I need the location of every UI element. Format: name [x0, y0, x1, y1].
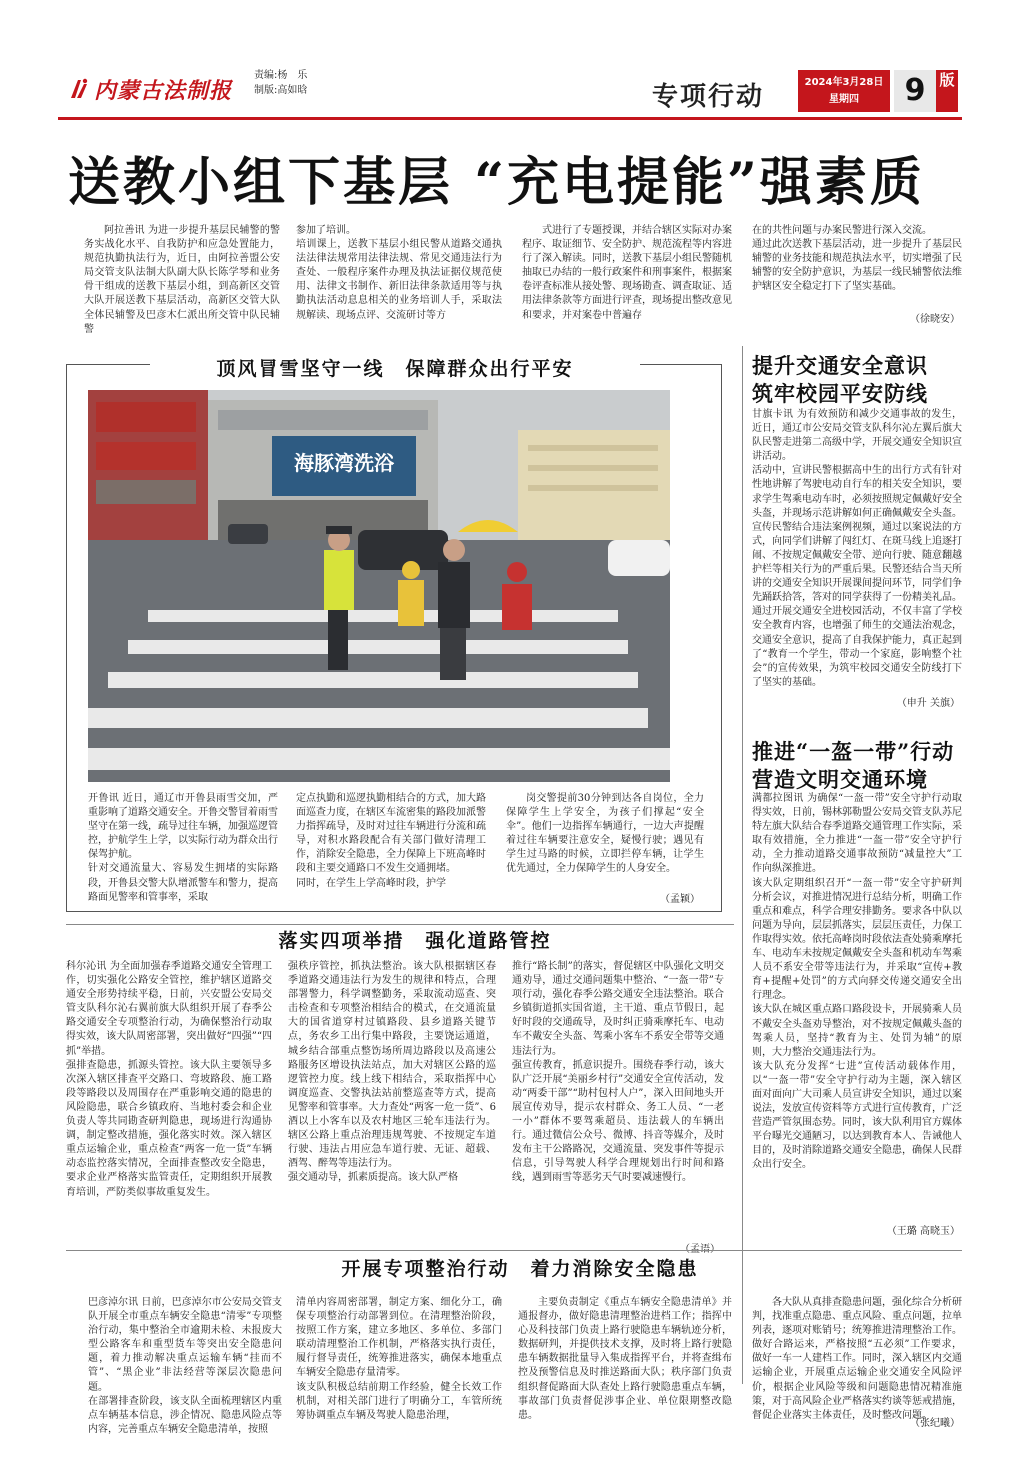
newspaper-logo — [68, 72, 232, 106]
middle-article-col1: 科尔沁讯 为全面加强春季道路交通安全管理工作，切实强化公路安全管控，维护辖区道路交通安全形势持续平稳，日前，兴安盟公安局交管支队科尔沁右翼前旗大队组织开展了春季公路交通安全专项整治行动，为确保整治行动取得实效，该大队周密部署，突出做好“四强”“四抓”举措。 强排查隐患，抓源头管控。该大队主要领导多次深入辖区排查平交路口、弯坡路段、施工路段等路段以及周围存在严重影响交通的隐患的风险隐患，联合乡镇政府、当地村委会和企业负责人等共同勘查研判隐患，现场进行沟通协调，制定整改措施，强化落实时效。深入辖区重点运输企业，重点检查“两客一危一货”车辆动态监控落实情况，全面排查整改安全隐患，要求企业严格落实监管责任，定期组织开展教育培训，严防类似事故重复发生。 — [66, 961, 272, 1198]
section-divider — [66, 924, 734, 925]
paragraph: 主要负责制定《重点车辆安全隐患清单》并通报督办，做好隐患清理整治进档工作；指挥中心及科技部门负责上路行驶隐患车辆轨迹分析，数据研判，并提供技术支撑，及时将上路行驶隐患车辆数据批量导入集成指挥平台，并将查缉布控及预警信息及时推送路面大队；秩序部门负责组织督促路面大队查处上路行驶隐患重点车辆，事故部门负责督促涉事企业、单位限期整改隐患。 — [518, 1297, 732, 1421]
bottom-article-col1: 巴彦淖尔讯 日前，巴彦淖尔市公安局交管支队开展全市重点车辆安全隐患“清零”专项整治行动，集中整治全市逾期未检、未报废大型公路客车和重型货车等突出安全隐患问题，着力推动解决重点运输车辆“挂而不管”、“黑企业”非法经营等深层次隐患问题。 在部署排查阶段，该支队全面梳理辖区内重点车辆基本信息，涉企情况、隐患风险点等内容，完善重点车辆安全隐患清单，按照 — [88, 1297, 282, 1435]
page-number: 9 — [894, 70, 936, 112]
column-divider — [742, 346, 743, 1384]
top-article-col4: 在的共性问题与办案民警进行深入交流。 通过此次送教下基层活动，进一步提升了基层民辅警的业务技能和规范执法水平，切实增强了民辅警的安全防护意识，为基层一线民辅警依法维护辖区安全稳定打下了坚实基础。 — [752, 225, 962, 293]
top-article-col1 — [84, 224, 280, 335]
issue-weekday: 星期四 — [829, 94, 859, 105]
section-title: 专项行动 — [652, 82, 765, 112]
title-line: 营造文明交通环境 — [752, 767, 928, 792]
right-article-2-byline: （王璐 高晓玉） — [886, 1226, 960, 1237]
top-article-col2: 参加了培训。 培训课上，送教下基层小组民警从道路交通执法法律法规常用法律法规、常见交通违法行为查处、一般程序案件办理及执法证据仪规范使用、法律文书制作、新旧法律条款适用等与执勤执法活动息息相关的业务培训人手，采取法规解读、现场点评、交流研讨等方 — [296, 225, 502, 321]
photo-story-col3 — [506, 792, 704, 888]
photo-story-title: 顶风冒雪坚守一线 保障群众出行平安 — [150, 354, 640, 381]
bottom-article-col4 — [752, 1296, 962, 1421]
middle-article-title: 落实四项举措 强化道路管控 — [278, 930, 552, 952]
editor-line: 责编:杨 乐 — [254, 70, 308, 81]
logo-emblem-icon — [68, 76, 90, 102]
bottom-article-col3 — [518, 1296, 732, 1424]
photo-story-col1: 开鲁讯 近日，通辽市开鲁县雨雪交加，严重影响了道路交通安全。开鲁交警冒着雨雪坚守在第一线，疏导过往车辆，加强巡逻管控，护航学生上学，以实际行动为群众出行保驾护航。 针对交通流量大、容易发生拥堵的实际路段，开鲁县交警大队增派警车和警力，提高路面见警率和管事率，采取 — [88, 793, 278, 903]
masthead — [58, 64, 962, 116]
page-suffix: 版 — [936, 70, 958, 112]
right-article-2-title — [752, 738, 962, 794]
logo-text: 内蒙古法制报 — [94, 77, 233, 104]
producer-line: 制版:高如晗 — [254, 85, 308, 96]
news-photo — [88, 390, 670, 782]
middle-article-col2: 强秩序管控，抓执法整治。该大队根据辖区春季道路交通违法行为发生的规律和特点，合理部署警力，科学调整勤务，采取流动巡查、突击检查和专项整治相结合的模式，在交通流量大的国省道穿村过镇路段、县乡道路关键节点，务农乡工出行集中路段，主要饶运通道，城乡结合部重点整饬场所周边路段以及高速公路服务区增设执法站点，加大对辖区公路的巡逻管控力度。线上线下相结合，采取指挥中心调度巡查、交警执法站前整巡查等方式，提高见警率和管事率。大力查处“两客一危一货”、6酒以上小客车以及农村地区三轮车违法行为。辖区公路上重点治理违规驾驶、不按规定车道行驶、违法占用应急车道行驶、无证、超载、酒驾、醉驾等违法行为。 强交通动导，抓素质提高。该大队严格 — [288, 961, 496, 1184]
middle-article-byline — [620, 1240, 720, 1255]
paragraph: 式进行了专题授课，并结合辖区实际对办案程序、取证细节、安全防护、规范流程等内容进行了深入解读。同时，送教下基层小组民警随机抽取已办结的一般行政案件和刑事案件，根据案卷评查标准从接处警、现场勘查、调查取证、适用法律条款等方面进行评查，现场提出整改意见和要求，并对案卷中普遍存 — [522, 225, 732, 321]
bottom-article-col2: 清单内容周密部署，制定方案、细化分工，确保专项整治行动部署到位。在清理整治阶段，按照工作方案，建立多地区、多单位、多部门联动清理整治工作机制，严格落实执行责任，履行督导责任，统筹推进落实，确保本地重点车辆安全隐患存量清零。 该支队积极总结前期工作经验，健全长效工作机制，对相关部门进行了明确分工，车管所统筹协调重点车辆及驾驶人隐患治理， — [296, 1297, 502, 1421]
bottom-article-title: 开展专项整治行动 着力消除安全隐患 — [341, 1258, 699, 1280]
title-line: 筑牢校园平安防线 — [752, 381, 928, 406]
date-box — [798, 70, 890, 112]
editor-credits — [254, 68, 307, 98]
masthead-divider — [58, 117, 962, 120]
photo-story-byline: （孟颖） — [660, 894, 700, 905]
right-article-2-body: 满都拉图讯 为确保“一盔一带”安全守护行动取得实效，日前，锡林郭勒盟公安局交管支队苏尼特左旗大队结合春季道路交通管理工作实际，采取有效措施，全力推进“一盔一带”安全守护行动，全力推动道路交通事故预防“减量控大”工作向纵深推进。 该大队定期组织召开“一盔一带”安全守护研判分析会议，对推进情况进行总结分析，明确工作重点和难点，科学合理安排勤务。要求各中队以问题为导向，层层抓落实，层层压责任，力保工作取得实效。依托高峰岗时段依法查处骑乘摩托车、电动车未按规定佩戴安全头盔和机动车驾乘人员不系安全带等违法行为，并采取“宣传+教育+提醒+处罚”的方式向驿交传递交通安全出行理念。 该大队在城区重点路口路段设卡，开展骑乘人员不戴安全头盔劝导整治，对不按规定佩戴头盔的驾乘人员，坚持“教育为主、处罚为辅”的原则，大力整治交通违法行为。 该大队充分发挥“七进”宣传活动载体作用，以“一盔一带”安全守护行动为主题，深入辖区面对面向广大司乘人员宣讲安全知识，通过以案说法，发放宣传资料等方式进行宣传教育，广泛营造严管氛围态势。同时，该大队利用官方媒体平台曝光交通陋习，以达到教育本人、告诫他人目的，及时消除道路交通安全隐患，确保人民群众出行安全。 — [752, 793, 962, 1171]
main-headline: 送教小组下基层 “充电提能”强素质 — [68, 152, 925, 213]
top-article-byline: （徐晓安） — [910, 314, 960, 325]
right-article-1-byline: （申升 关旗） — [896, 698, 960, 709]
bottom-article-byline: （张纪曦） — [910, 1418, 960, 1429]
paragraph: 各大队从真排查隐患问题，强化综合分析研判，找准重点隐患、重点风险、重点问题，拉单列表，逐项对账销号；统筹推进清理整治工作。做好合路运来，严格按照“五必须”工作要求，做好一车一人建档工作。同时，深入辖区内交通运输企业，开展重点运输企业交通安全风险评价，根据企业风险等级和问题隐患情况精准施策，对于高风险企业严格落实约谈等惩戒措施，督促企业落实主体责任，及时整改问题。 — [752, 1297, 962, 1421]
paragraph: 阿拉善讯 为进一步提升基层民辅警的警务实战化水平、自我防护和应急处置能力，规范执勤执法行为，近日，由阿拉善盟公安局交管支队法制大队副大队长陈学琴和业务骨干组成的送教下基层小组，到高新区交管大队开展送教下基层活动，高新区交管大队全体民辅警及巴彦木仁派出所交管中队民辅警 — [84, 225, 280, 335]
middle-article-col3: 推行“路长制”的落实，督促辖区中队强化文明交通劝导，通过交通问题集中整治、“一盔一带”专项行动，强化春季公路交通安全违法整治。联合乡镇街道抓实国省道，主干道、重点节假日，起好时段的交通疏导，及时纠正骑乘摩托车、电动车不戴安全头盔、驾乘小客车不系安全带等交通违法行为。 强宣传教育，抓意识提升。围绕春季行动，该大队广泛开展“美丽乡村行”交通安全宣传活动，发动“两委干部”“助村包村人户”，深入田间地头开展宣传劝导，提示农村群众、务工人员、“一老一小”群体不要驾乘超员、违法载人的车辆出行。通过微信公众号、微博、抖音等媒介，及时发布主干公路路况，交通流量、突发事件等提示信息，引导驾驶人科学合理规划出行时间和路线，遇到雨雪等恶劣天气时要减速慢行。 — [512, 961, 724, 1184]
title-line: 提升交通安全意识 — [752, 353, 928, 378]
title-line: 推进“一盔一带”行动 — [752, 739, 955, 764]
right-article-1-body: 甘旗卡讯 为有效预防和减少交通事故的发生，近日，通辽市公安局交管支队科尔沁左翼后旗大队民警走进第二高级中学，开展交通安全知识宣讲活动。 活动中，宣讲民警根据高中生的出行方式有针对性地讲解了驾驶电动自行车的相关安全知识，要求学生驾乘电动车时，必须按照规定佩戴好安全头盔，并现场示范讲解如何正确佩戴安全头盔。 宣传民警结合违法案例视频，通过以案说法的方式，向同学们讲解了闯红灯、在斑马线上追逐打闹、不按规定佩戴安全带、逆向行驶、随意翻越护栏等相关行为的严重后果。民警还结合当天所讲的交通安全知识开展课间提问环节，同学们争先踊跃拾答，答对的同学获得了一份精美礼品。 通过开展交通安全进校园活动，不仅丰富了学校安全教育内容，也增强了师生的交通法治观念，交通安全意识，提高了自我保护能力，真正起到了“教育一个学生，带动一个家庭，影响整个社会”的宣传效果，为筑牢校园交通安全防线打下了坚实的基础。 — [752, 409, 962, 688]
right-article-1-title — [752, 352, 962, 408]
section-divider — [66, 1250, 962, 1251]
paragraph: 岗交警提前30分钟到达各自岗位，全力保障学生上学安全，为孩子们撑起“安全伞”。他们一边指挥车辆通行，一边大声提醒着过往车辆要注意安全，疑慢行驶；遇见有学生过马路的时候，立即拦停车辆，让学生优先通过，全力保障学生的人身安全。 — [506, 793, 704, 875]
sign-text: 海豚湾洗浴 — [294, 451, 394, 475]
issue-date: 2024年3月28日 — [804, 77, 884, 88]
top-article-col3 — [522, 224, 732, 324]
photo-story-col2: 定点执勤和巡逻执勤相结合的方式，加大路面巡查力度，在辖区车流密集的路段加派警力指挥疏导，及时对过往车辆进行分流和疏导，对积水路段配合有关部门做好清理工作，消除安全隐患，全力保障上下班高峰时段和主要交通路口不发生交通拥堵。 同时，在学生上学高峰时段，护学 — [296, 793, 486, 889]
